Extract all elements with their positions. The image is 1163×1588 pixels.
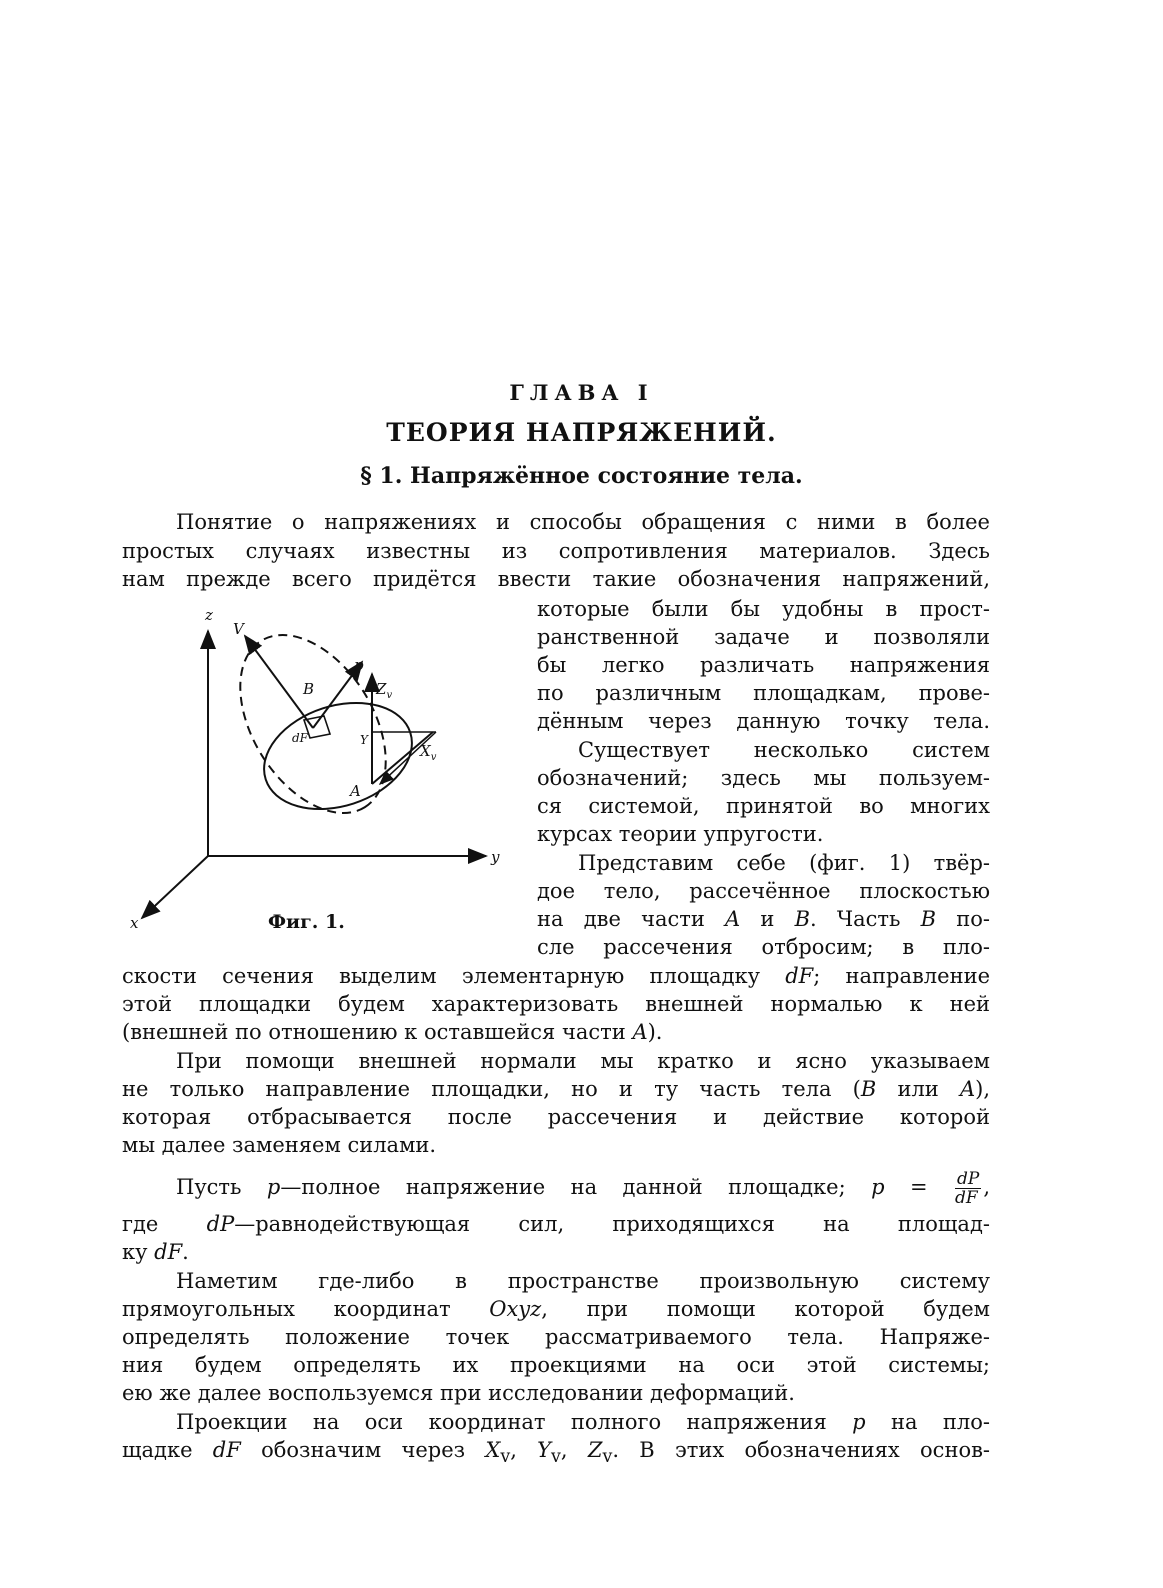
label-v: V [233, 620, 244, 638]
text-line: Проекции на оси координат полного напряжения p на пло- [176, 1410, 990, 1434]
text-line: курсах теории упругости. [537, 822, 824, 846]
text-line: При помощи внешней нормали мы кратко и ясно указываем [176, 1049, 990, 1073]
text-line: скости сечения выделим элементарную площадку dF; направление [122, 964, 990, 988]
text-line: ку dF. [122, 1240, 189, 1264]
chapter-label: ГЛАВА I [509, 380, 654, 405]
text-line: на две части A и B. Часть B по- [537, 907, 990, 931]
text-line: простых случаях известны из сопротивления материалов. Здесь [122, 539, 990, 563]
label-zv: $Z_v$ [376, 680, 393, 701]
text-line: не только направление площадки, но и ту часть тела (B или A), [122, 1077, 991, 1101]
text-line: дое тело, рассечённое плоскостью [537, 879, 990, 903]
text-line: где dP—равнодействующая сил, приходящихся на площад- [122, 1212, 990, 1236]
text-line: Представим себе (фиг. 1) твёр- [578, 851, 990, 875]
text-line: определять положение точек рассматриваемого тела. Напряже- [122, 1325, 990, 1349]
label-yv: Y [360, 733, 368, 747]
label-b: B [303, 680, 315, 698]
x-axis [142, 856, 208, 918]
text-line: ся системой, принятой во многих [537, 794, 990, 818]
label-p: p [354, 656, 364, 674]
text-line: бы легко различать напряжения [537, 653, 990, 677]
fraction: $\frac{dP}{dF}$ [954, 1169, 980, 1208]
text-line: Существует несколько систем [578, 738, 990, 762]
label-y: y [491, 848, 500, 866]
chapter-title: ТЕОРИЯ НАПРЯЖЕНИЙ. [386, 418, 777, 447]
label-z: z [205, 606, 213, 624]
text-line: сле рассечения отбросим; в пло- [537, 935, 990, 959]
text-line: дённым через данную точку тела. [537, 709, 990, 733]
text-line: которая отбрасывается после рассечения и действие которой [122, 1105, 990, 1129]
part-a-outline [250, 685, 425, 827]
text-line: мы далее заменяем силами. [122, 1133, 437, 1157]
text-line: ния будем определять их проекциями на оси этой системы; [122, 1353, 990, 1377]
text-line: Понятие о напряжениях и способы обращения с ними в более [176, 510, 990, 534]
text-line: ею же далее воспользуемся при исследовании деформаций. [122, 1381, 795, 1405]
section-title: § 1. Напряжённое состояние тела. [360, 463, 803, 489]
text-line: обозначений; здесь мы пользуем- [537, 766, 990, 790]
label-a: A [350, 782, 361, 800]
label-x: x [130, 914, 139, 932]
text-line: прямоугольных координат Oxyz, при помощи которой будем [122, 1297, 990, 1321]
text-line: щадке dF обозначим через $X_v$, $Y_v$, $Z_v$. В этих обозначениях основ- [122, 1438, 991, 1468]
figure-caption: Фиг. 1. [268, 911, 345, 933]
text-line: Пусть p—полное напряжение на данной площадке; p = $\frac{dP}{dF}$ , [176, 1169, 990, 1208]
part-b-outline [210, 609, 416, 839]
text-line: нам прежде всего придётся ввести такие обозначения напряжений, [122, 567, 990, 591]
label-df: dF [292, 731, 309, 745]
text-line: (внешней по отношению к оставшейся части A). [122, 1020, 663, 1044]
figure-1 [128, 606, 508, 936]
text-line: Наметим где-либо в пространстве произвольную систему [176, 1269, 990, 1293]
text-line: ранственной задаче и позволяли [537, 625, 990, 649]
text-line: по различным площадкам, прове- [537, 681, 990, 705]
text-line: которые были бы удобны в прост- [537, 597, 990, 621]
label-xv: $X_v$ [420, 742, 437, 763]
text-line: этой площадки будем характеризовать внешней нормалью к ней [122, 992, 990, 1016]
